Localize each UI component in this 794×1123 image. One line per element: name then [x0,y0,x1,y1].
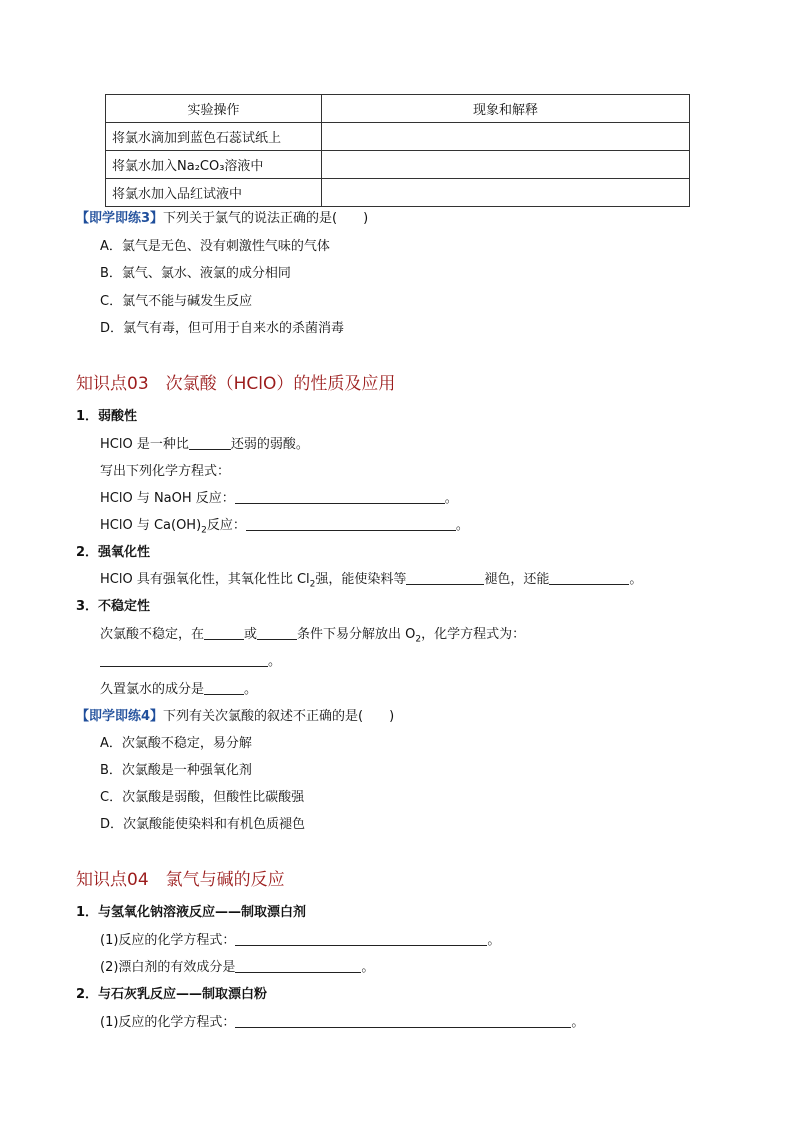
fill-blank[interactable] [189,435,231,450]
text: 反应： [206,518,246,533]
table-header: 现象和解释 [322,95,690,123]
text: HClO 与 Ca(OH) [100,518,202,533]
table-answer-cell[interactable] [322,123,690,151]
text: 。 [244,682,258,697]
text: HClO 是一种比 [100,437,189,452]
table-cell: 将氯水加入品红试液中 [106,179,322,207]
subscript: 2 [309,579,316,590]
subsection-title: 2．与石灰乳反应——制取漂白粉 [76,987,268,1002]
text: HClO 与 NaOH 反应： [100,491,235,506]
fill-blank[interactable] [204,625,244,640]
text: 。 [571,1015,585,1030]
subsection-title: 1．与氢氧化钠溶液反应——制取漂白剂 [76,905,307,920]
option-a[interactable]: A．次氯酸不稳定，易分解 [100,736,252,751]
fill-blank[interactable] [235,958,361,973]
text: (1)反应的化学方程式： [100,933,236,948]
text: ，化学方程式为： [421,627,526,642]
practice-tag: 【即学即练3】 [76,211,164,226]
text: 。 [361,960,375,975]
text-line: 写出下列化学方程式： [100,464,231,479]
question-text: 下列有关次氯酸的叙述不正确的是( ) [163,709,395,724]
option-c[interactable]: C．次氯酸是弱酸，但酸性比碳酸强 [100,790,305,805]
text: 褪色，还能 [484,572,550,587]
table-cell: 将氯水滴加到蓝色石蕊试纸上 [106,123,322,151]
fill-blank[interactable] [406,570,484,585]
table-answer-cell[interactable] [322,151,690,179]
table-cell: 将氯水加入Na₂CO₃溶液中 [106,151,322,179]
text-line [100,623,525,645]
text-line [100,433,309,452]
subscript: 2 [201,525,207,536]
text: 。 [444,491,458,506]
text: (1)反应的化学方程式： [100,1015,236,1030]
fill-blank[interactable] [100,652,268,667]
text: 。 [629,572,643,587]
option-c[interactable]: C．氯气不能与碱发生反应 [100,294,253,309]
experiment-table [105,94,690,207]
text: 。 [455,518,469,533]
practice4-question [76,705,394,724]
option-d[interactable]: D．氯气有毒，但可用于自来水的杀菌消毒 [100,321,345,336]
option-d[interactable]: D．次氯酸能使染料和有机色质褪色 [100,817,306,832]
text: (2)漂白剂的有效成分是 [100,960,236,975]
option-b[interactable]: B．次氯酸是一种强氧化剂 [100,763,252,778]
text-line [100,929,500,948]
subscript: 2 [415,634,422,645]
fill-blank[interactable] [204,680,244,695]
option-a[interactable]: A．氯气是无色、没有刺激性气味的气体 [100,239,330,254]
text: 。 [487,933,501,948]
fill-blank[interactable] [235,1013,571,1028]
fill-blank[interactable] [235,931,487,946]
text: 久置氯水的成分是 [100,682,205,697]
subsection-title: 2．强氧化性 [76,545,151,560]
text: 还弱的弱酸。 [230,437,309,452]
text-line [100,956,374,975]
text-line [100,568,642,590]
text-line [100,678,257,697]
text-line [100,650,281,669]
text-line [100,514,469,536]
table-answer-cell[interactable] [322,179,690,207]
text: 条件下易分解放出 O [297,627,416,642]
question-text: 下列关于氯气的说法正确的是( ) [163,211,369,226]
text: 或 [244,627,258,642]
practice3-question [76,207,368,226]
section-title: 知识点03 次氯酸（HClO）的性质及应用 [76,374,396,394]
text-line [100,487,458,506]
fill-blank[interactable] [257,625,297,640]
text: 强，能使染料等 [315,572,407,587]
table-header: 实验操作 [106,95,322,123]
subsection-title: 3．不稳定性 [76,599,151,614]
table-row [106,123,690,151]
practice-tag: 【即学即练4】 [76,709,164,724]
fill-blank[interactable] [549,570,629,585]
text-line [100,1011,584,1030]
text: 。 [268,654,282,669]
option-b[interactable]: B．氯气、氯水、液氯的成分相同 [100,266,291,281]
table-header-row [106,95,690,123]
fill-blank[interactable] [246,516,456,531]
section-title: 知识点04 氯气与碱的反应 [76,870,285,890]
table-row [106,179,690,207]
subsection-title: 1．弱酸性 [76,409,138,424]
fill-blank[interactable] [235,489,445,504]
table-row [106,151,690,179]
text: 次氯酸不稳定，在 [100,627,205,642]
text: HClO 具有强氧化性，其氧化性比 Cl [100,572,310,587]
